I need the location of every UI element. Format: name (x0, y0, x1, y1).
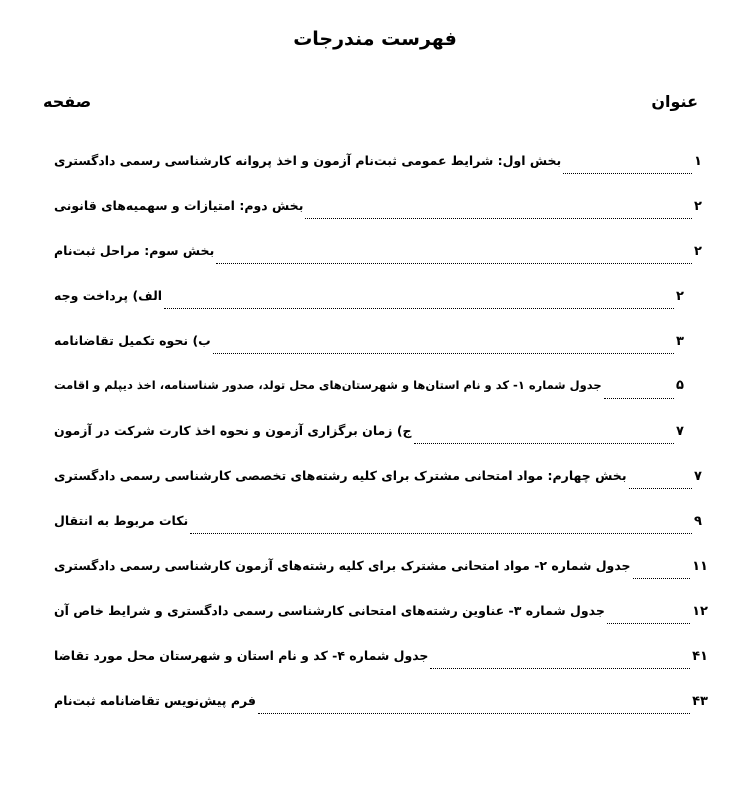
toc-entry-page: ۲ (694, 244, 702, 259)
leader-dots (216, 263, 692, 264)
toc-entry[interactable] (54, 288, 690, 312)
leader-dots (414, 443, 674, 444)
leader-dots (604, 398, 674, 399)
toc-entry[interactable] (54, 693, 708, 717)
toc-entry-label: بخش دوم: امتیازات و سهمیه‌های قانونی (54, 198, 304, 213)
leader-dots (629, 488, 692, 489)
toc-entry-page: ۲ (676, 289, 684, 304)
toc-entry-page: ۷ (676, 424, 684, 439)
toc-entry-label: بخش سوم: مراحل ثبت‌نام (54, 243, 215, 258)
toc-entry-page: ۱ (694, 154, 702, 169)
toc-entry-label: ج) زمان برگزاری آزمون و نحوه اخذ کارت شرکت در آزمون (54, 423, 412, 438)
toc-entry[interactable] (54, 423, 690, 447)
leader-dots (607, 623, 690, 624)
leader-dots (258, 713, 690, 714)
toc-entry-label: بخش اول: شرایط عمومی ثبت‌نام آزمون و اخذ پروانه کارشناسی رسمی دادگستری (54, 153, 562, 168)
toc-entry[interactable] (54, 153, 708, 177)
toc-entry-page: ۳ (676, 334, 684, 349)
leader-dots (190, 533, 692, 534)
toc-entry[interactable] (54, 333, 690, 357)
toc-entry-page: ۱۲ (692, 604, 708, 619)
toc-entry[interactable] (54, 513, 708, 537)
leader-dots (563, 173, 692, 174)
leader-dots (305, 218, 692, 219)
toc-entry-page: ۹ (694, 514, 702, 529)
toc-entry-label: جدول شماره ۲- مواد امتحانی مشترک برای کلیه رشته‌های آزمون کارشناسی رسمی دادگستری (54, 558, 631, 573)
leader-dots (430, 668, 690, 669)
column-header-title: عنوان (651, 92, 698, 111)
toc-entry-label: جدول شماره ۳- عناوین رشته‌های امتحانی کارشناسی رسمی دادگستری و شرایط خاص آن (54, 603, 605, 618)
column-header-page: صفحه (43, 92, 92, 111)
toc-entry-page: ۵ (676, 378, 684, 393)
toc-entry-page: ۴۳ (692, 694, 708, 709)
toc-entry-page: ۴۱ (692, 649, 708, 664)
toc-entry-page: ۲ (694, 199, 702, 214)
leader-dots (213, 353, 674, 354)
leader-dots (164, 308, 674, 309)
toc-entry[interactable] (54, 198, 708, 222)
toc-entry-label: نکات مربوط به انتقال (54, 513, 189, 528)
toc-entry-label: فرم پیش‌نویس تقاضانامه ثبت‌نام (54, 693, 256, 708)
toc-entry[interactable] (54, 603, 708, 627)
toc-entry[interactable] (54, 558, 708, 582)
toc-entry-label: ب) نحوه تکمیل تقاضانامه (54, 333, 211, 348)
toc-entry[interactable] (54, 468, 708, 492)
toc-entry-page: ۱۱ (692, 559, 708, 574)
toc-entry[interactable] (54, 648, 708, 672)
toc-entry[interactable] (54, 243, 708, 267)
toc-entry-label: جدول شماره ۱- کد و نام استان‌ها و شهرستان‌های محل تولد، صدور شناسنامه، اخذ دیپلم و اقامت (54, 378, 602, 392)
toc-entry-page: ۷ (694, 469, 702, 484)
toc-entry[interactable] (54, 378, 690, 402)
toc-entry-label: الف) پرداخت وجه (54, 288, 163, 303)
toc-entry-label: جدول شماره ۴- کد و نام استان و شهرستان محل مورد تقاضا (54, 648, 429, 663)
leader-dots (633, 578, 691, 579)
document-title: فهرست مندرجات (293, 28, 457, 50)
toc-entry-label: بخش چهارم: مواد امتحانی مشترک برای کلیه رشته‌های تخصصی کارشناسی رسمی دادگستری (54, 468, 627, 483)
